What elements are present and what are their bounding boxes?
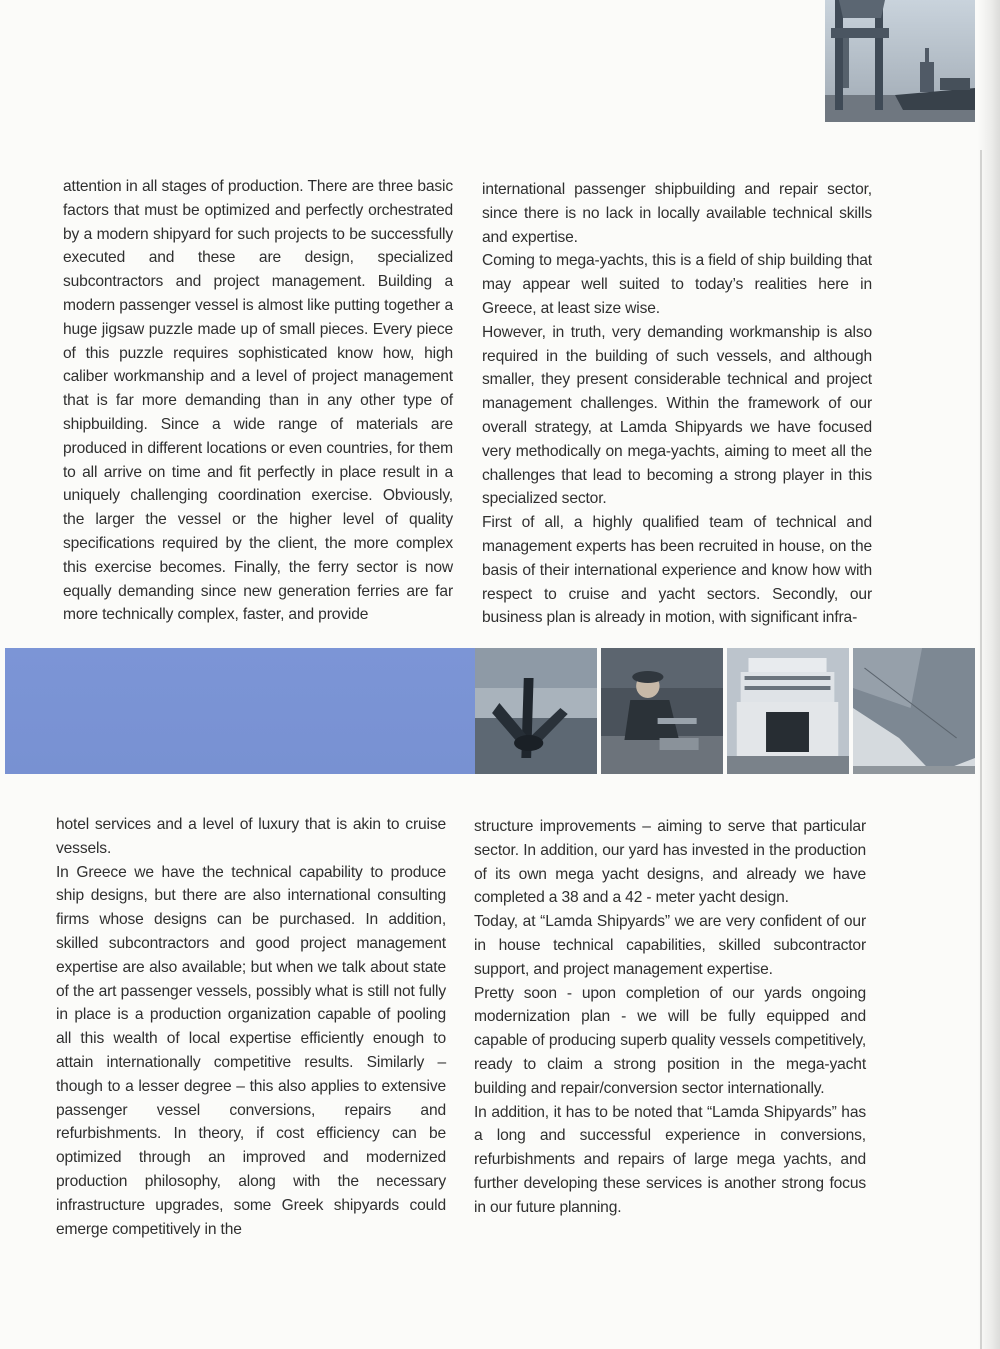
paragraph: hotel services and a level of luxury that is akin to cruise vessels. xyxy=(56,816,446,857)
lower-left-column xyxy=(56,813,446,1241)
paragraph: In addition, it has to be noted that “Lamda Shipyards” has a long and successful experience in conversions, refurbishments and repairs of large mega yachts, and further developing these services is another strong focus in our future planning. xyxy=(474,1103,866,1216)
paragraph: international passenger shipbuilding and repair sector, since there is no lack in locally available technical skills and expertise. xyxy=(482,181,872,246)
top-right-photo xyxy=(825,0,975,122)
upper-right-column xyxy=(482,178,872,630)
paragraph: In Greece we have the technical capability to produce ship designs, but there are also international consulting firms whose designs can be purchased. In addition, skilled subcontractors and good project management expertise are also available; but when we talk about state of the art passenger vessels, possibly what is still not fully in place is a production organization capable of pooling all this wealth of local expertise efficiently enough to attain internationally competitive results. Similarly – though to a lesser degree – this also applies to extensive passenger vessel conversions, repairs and refurbishments. In theory, if cost efficiency can be optimized through an improved and modernized production philosophy, along with the necessary infrastructure upgrades, some Greek shipyards could emerge competitively in the xyxy=(56,863,446,1238)
upper-left-column xyxy=(63,175,453,627)
propeller-photo xyxy=(475,648,597,774)
paragraph: First of all, a highly qualified team of technical and management experts has been recruited in house, on the basis of their international experience and know how with respect to cruise and yacht sectors. Secondly, our business plan is already in motion, with significant infra- xyxy=(482,514,872,627)
paragraph: However, in truth, very demanding workmanship is also required in the building of such vessels, and although smaller, they present considerable technical and project management challenges. Within the framework of our overall strategy, at Lamda Shipyards we have focused very methodically on mega-yachts, aiming to meet all the challenges that lead to becoming a strong player in this specialized sector. xyxy=(482,323,872,508)
paragraph: Coming to mega-yachts, this is a field of ship building that may appear well suited to today’s realities here in Greece, at least size wise. xyxy=(482,252,872,317)
paragraph: Pretty soon - upon completion of our yards ongoing modernization plan - we will be fully equipped and capable of producing superb quality vessels competitively, ready to claim a strong position in the mega-yacht building and repair/conversion sector internationally. xyxy=(474,984,866,1097)
worker-photo xyxy=(601,648,723,774)
paragraph: attention in all stages of production. There are three basic factors that must be optimized and perfectly orchestrated by a modern shipyard for such projects to be successfully executed and these are design, specialized subcontractors and project management. Building a modern passenger vessel is almost like putting together a huge jigsaw puzzle made up of small pieces. Every piece of this puzzle requires sophisticated know how, high caliber workmanship and a level of project management that is far more demanding than in any other type of shipbuilding. Since a wide range of materials are produced in different locations or even countries, for them to all arrive on time and fit perfectly in place result in a uniquely challenging coordination exercise. Obviously, the larger the vessel or the higher level of quality specifications required by the client, the more complex this exercise becomes. Finally, the ferry sector is now equally demanding since new generation ferries are far more technically complex, faster, and provide xyxy=(63,178,453,624)
ferry-stern-photo xyxy=(727,648,849,774)
paragraph: Today, at “Lamda Shipyards” we are very confident of our in house technical capabilities, skilled subcontractor support, and project management expertise. xyxy=(474,913,866,978)
ship-bow-photo xyxy=(853,648,975,774)
paragraph: structure improvements – aiming to serve that particular sector. In addition, our yard has invested in the production of its own mega yacht designs, and already we have completed a 38 and a 42 - meter yacht design. xyxy=(474,818,866,907)
page-edge xyxy=(978,0,1000,1349)
photo-strip xyxy=(475,648,975,774)
lower-right-column xyxy=(474,815,866,1220)
